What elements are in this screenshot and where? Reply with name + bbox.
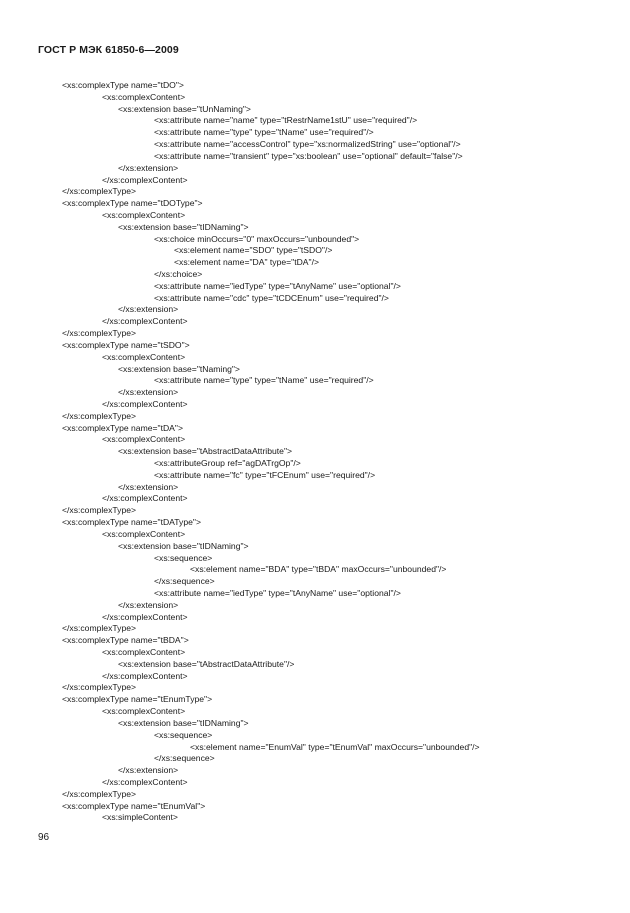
code-line: <xs:attribute name="type" type="tName" use="required"/>	[154, 127, 374, 138]
code-line: <xs:complexType name="tDA">	[62, 422, 183, 433]
code-line: <xs:extension base="tNaming">	[118, 363, 240, 374]
code-line: <xs:extension base="tAbstractDataAttribute"/>	[118, 658, 295, 669]
xml-schema-code-listing	[62, 80, 602, 824]
code-line: <xs:complexContent>	[102, 647, 186, 657]
code-line: </xs:complexType>	[62, 682, 137, 693]
code-line: <xs:attribute name="fc" type="tFCEnum" use="required"/>	[154, 469, 376, 480]
code-line: <xs:attribute name="type" type="tName" use="required"/>	[154, 375, 374, 386]
code-line: <xs:attribute name="cdc" type="tCDCEnum" use="required"/>	[154, 292, 389, 303]
code-line: </xs:complexContent>	[102, 611, 188, 622]
code-line: <xs:simpleContent>	[102, 812, 178, 823]
code-line: <xs:sequence>	[154, 552, 213, 563]
code-line: </xs:complexType>	[62, 186, 137, 197]
code-line: </xs:extension>	[118, 162, 179, 173]
code-line: <xs:element name="DA" type="tDA"/>	[174, 257, 319, 268]
code-line: </xs:extension>	[118, 304, 179, 315]
code-line: <xs:sequence>	[154, 729, 213, 740]
code-line: <xs:attribute name="accessControl" type="xs:normalizedString" use="optional"/>	[154, 139, 461, 150]
code-line: </xs:complexContent>	[102, 174, 188, 185]
code-line: </xs:complexType>	[62, 623, 137, 634]
code-line: <xs:complexContent>	[102, 706, 186, 717]
code-line: <xs:element name="BDA" type="tBDA" maxOccurs="unbounded"/>	[190, 564, 447, 575]
code-line: <xs:attribute name="iedType" type="tAnyName" use="optional"/>	[154, 280, 401, 291]
code-line: </xs:complexContent>	[102, 670, 188, 681]
code-line: <xs:complexContent>	[102, 528, 186, 539]
code-line: <xs:complexContent>	[102, 434, 186, 445]
code-line: <xs:attribute name="iedType" type="tAnyName" use="optional"/>	[154, 587, 401, 598]
code-line: </xs:complexContent>	[102, 316, 188, 327]
code-line: <xs:attributeGroup ref="agDATrgOp"/>	[154, 458, 301, 468]
code-line: <xs:complexContent>	[102, 209, 186, 220]
code-line: <xs:complexContent>	[102, 351, 186, 362]
code-line: </xs:complexType>	[62, 410, 137, 421]
code-line: </xs:complexContent>	[102, 493, 188, 504]
code-line: <xs:extension base="tAbstractDataAttribute">	[118, 446, 293, 457]
code-line: </xs:sequence>	[154, 753, 215, 764]
code-line: <xs:complexType name="tDAType">	[62, 517, 201, 528]
code-line: </xs:complexType>	[62, 505, 137, 516]
code-line: <xs:element name="SDO" type="tSDO"/>	[174, 245, 333, 256]
code-line: </xs:extension>	[118, 387, 179, 398]
page-header: ГОСТ Р МЭК 61850-6—2009	[38, 44, 179, 56]
code-line: <xs:complexContent>	[102, 91, 186, 102]
code-line: <xs:complexType name="tDO">	[62, 80, 184, 90]
code-line: </xs:complexContent>	[102, 776, 188, 787]
code-line: <xs:extension base="tIDNaming">	[118, 717, 249, 728]
code-line: </xs:sequence>	[154, 576, 215, 587]
code-line: <xs:choice minOccurs="0" maxOccurs="unbounded">	[154, 233, 360, 244]
page-number: 96	[38, 832, 50, 843]
code-line: <xs:extension base="tUnNaming">	[118, 103, 251, 114]
code-line: <xs:attribute name="transient" type="xs:boolean" use="optional" default="false"/>	[154, 150, 463, 161]
code-line: </xs:complexType>	[62, 328, 137, 339]
code-line: <xs:complexType name="tDOType">	[62, 198, 203, 209]
code-line: <xs:extension base="tIDNaming">	[118, 540, 249, 551]
code-line: </xs:extension>	[118, 481, 179, 492]
code-line: <xs:extension base="tIDNaming">	[118, 221, 249, 232]
code-line: <xs:element name="EnumVal" type="tEnumVal" maxOccurs="unbounded"/>	[190, 741, 480, 752]
code-line: <xs:complexType name="tEnumType">	[62, 694, 213, 705]
code-line: </xs:complexContent>	[102, 398, 188, 409]
code-line: <xs:complexType name="tEnumVal">	[62, 800, 206, 811]
code-line: </xs:complexType>	[62, 788, 137, 799]
code-line: <xs:complexType name="tBDA">	[62, 635, 189, 646]
code-line: <xs:complexType name="tSDO">	[62, 339, 190, 350]
code-line: </xs:extension>	[118, 599, 179, 610]
code-line: </xs:extension>	[118, 765, 179, 776]
code-line: </xs:choice>	[154, 269, 203, 279]
code-line: <xs:attribute name="name" type="tRestrName1stU" use="required"/>	[154, 115, 418, 126]
